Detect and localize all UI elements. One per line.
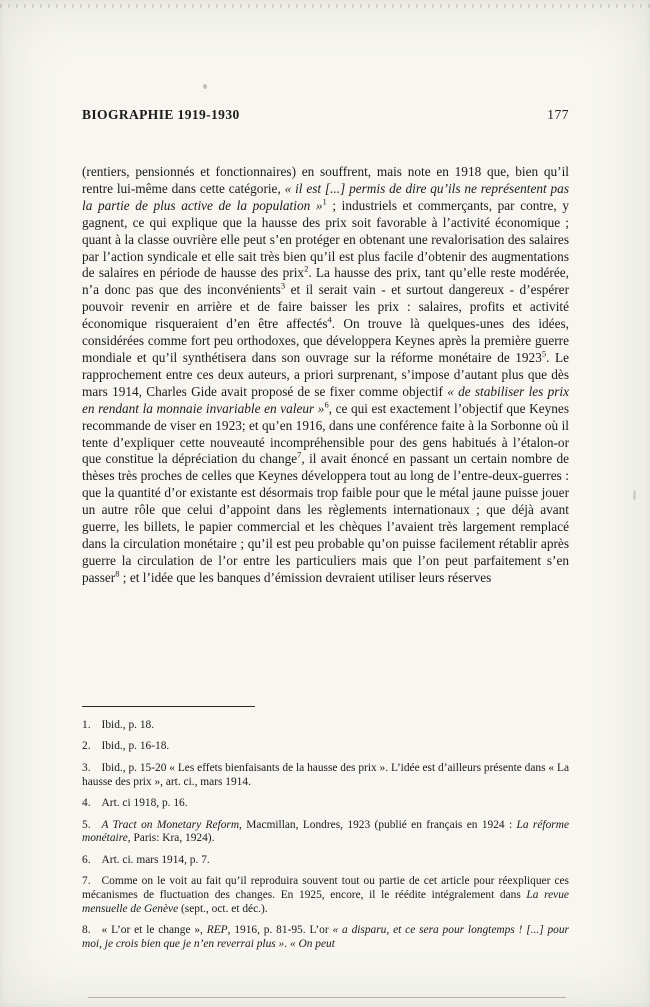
footnote (82, 875, 569, 917)
footnote (82, 854, 569, 868)
text-segment: . La hausse des prix, tant qu’elle reste modérée, n’a donc pas que des inconvénients (82, 265, 569, 298)
footnote-reference: 4 (327, 314, 332, 325)
text-segment: , Paris: Kra, 1924). (127, 832, 215, 845)
scan-speck (633, 490, 636, 500)
footnote (82, 797, 569, 811)
footnotes-section (82, 719, 569, 960)
footnote-reference: 6 (324, 399, 329, 410)
scan-edge-artifact-top (0, 4, 650, 8)
footnote-number: 6. (82, 853, 91, 866)
footnote-text (82, 762, 569, 788)
footnote-text (102, 740, 170, 752)
text-segment: Ibid., p. 15-20 « Les effets bienfaisants de la hausse des prix ». L’idée est d’ailleurs présente dans « La hausse des prix », art. ci., mars 1914. (82, 761, 569, 788)
footnote-text (82, 924, 569, 950)
running-header (82, 107, 569, 123)
footnote-text (102, 719, 155, 731)
running-header-title: BIOGRAPHIE 1919-1930 (82, 107, 240, 122)
body-paragraph (82, 164, 569, 587)
text-segment: « On peut (289, 938, 335, 951)
footnote-reference: 5 (541, 348, 547, 359)
page-number: 177 (547, 107, 569, 122)
text-segment: Art. ci 1918, p. 16. (101, 797, 188, 810)
footnote-reference: 1 (322, 196, 327, 207)
footnote-reference: 8 (115, 568, 120, 579)
text-segment: , Macmillan, Londres, 1923 (publié en français en 1924 : (239, 818, 517, 831)
text-segment: . (284, 938, 290, 951)
text-segment: ; et l’idée que les banques d’émission devraient utiliser leurs réserves (119, 569, 492, 585)
footnote (82, 740, 569, 754)
footnote-text (102, 854, 210, 866)
footnote-number: 3. (82, 761, 91, 774)
footnote (82, 819, 569, 847)
text-segment: (sept., oct. et déc.). (178, 903, 268, 916)
footnote-number: 2. (82, 740, 91, 753)
footnote-separator-rule (82, 706, 255, 707)
footnote (82, 719, 569, 733)
text-segment: Ibid., p. 18. (101, 719, 155, 731)
text-segment: REP (206, 924, 228, 937)
scan-speck (203, 84, 207, 89)
text-segment: ; industriels et commerçants, par contre, y gagnent, ce qui explique que la hausse des prix soit favorable à l’activité économique ; quant à la classe ouvrière elle peut s’en protéger en obtenant une revalorisation des salaires par l’action syndicale et elle sait très bien qu’il est plus facile d’obtenir des augmentations de salaires en période de hausse des prix (82, 197, 569, 281)
footnote-number: 5. (82, 818, 91, 831)
footnote-reference: 2 (304, 264, 309, 275)
text-segment: A Tract on Monetary Reform (101, 818, 240, 831)
text-segment: « il est [...] permis de dire qu’ils ne représentent pas la partie de plus active de la population » (82, 180, 570, 213)
text-segment: Ibid., p. 16-18. (101, 740, 170, 753)
text-segment: « L’or et le change », (101, 924, 207, 937)
text-segment: La réforme monétaire (82, 818, 569, 845)
footnote-number: 7. (82, 875, 91, 888)
text-segment: « a disparu, et ce sera pour longtemps ! [...] pour moi, je crois bien que je n’en reverrai plus » (82, 924, 569, 951)
text-segment: . On trouve là quelques-unes des idées, considérées comme fort peu orthodoxes, que développera Keynes après la première guerre mondiale et qu’il synthétisera dans son ouvrage sur la réforme monétaire de 1923 (82, 316, 569, 365)
scan-edge-artifact-bottom (88, 997, 566, 998)
footnote-text (82, 819, 569, 845)
footnote-reference: 3 (280, 280, 286, 291)
footnote-number: 4. (82, 797, 91, 810)
footnote-number: 8. (82, 924, 91, 937)
footnote (82, 762, 569, 790)
footnote (82, 924, 569, 952)
text-segment: , il avait énoncé en passant un certain nombre de thèses très proches de celles que Keynes développera tout au long de l’entre-deux-guerres : que la quantité d’or existante est désormais trop faible pour que le métal jaune puisse jouer un autre rôle que celui d’appoint dans les règlements internationaux ; que déjà avant guerre, les billets, le papier commercial et les chèques l’avaient très largement remplacé dans la circulation monétaire ; qu’il est peu probable qu’on puisse facilement rétablir après guerre la circulation de l’or entre les particuliers mais que l’on peut parfaitement s’en passer (82, 451, 569, 585)
footnote-number: 1. (82, 719, 91, 731)
text-segment: La revue mensuelle de Genève (82, 889, 569, 916)
footnote-text (102, 797, 188, 809)
footnote-reference: 7 (297, 449, 302, 460)
text-segment: , ce qui est exactement l’objectif que Keynes recommande de viser en 1923; et qu’en 1916, dans une conférence faite à la Sorbonne où il tente d’expliquer cette nouveauté incompréhensible pour des gens habitués à l’étalon-or que constitue la dépréciation du change (82, 400, 569, 467)
text-segment: Comme on le voit au fait qu’il reproduira souvent tout ou partie de cet article pour réexpliquer ces mécanismes de fluctuation des changes. En 1925, encore, il le réédite intégralement dans (82, 875, 569, 902)
text-segment: . Le rapprochement entre ces deux auteurs, a priori surprenant, s’impose d’autant plus que dès mars 1914, Charles Gide avait proposé de se fixer comme objectif (82, 349, 569, 399)
text-segment: « de stabiliser les prix en rendant la monnaie invariable en valeur » (82, 383, 569, 416)
text-segment: Art. ci. mars 1914, p. 7. (101, 853, 210, 866)
footnote-text (82, 875, 569, 915)
text-segment: , 1916, p. 81-95. L’or (227, 924, 333, 937)
text-segment: et il serait vain - et surtout dangereux - d’espérer pouvoir revenir en arrière et de faire baisser les prix : salaires, profits et activité économique risqueraient d’en être affectés (82, 282, 570, 332)
text-segment: (rentiers, pensionnés et fonctionnaires) en souffrent, mais note en 1918 que, bien qu’il rentre lui-même dans cette catégorie, (82, 164, 569, 196)
